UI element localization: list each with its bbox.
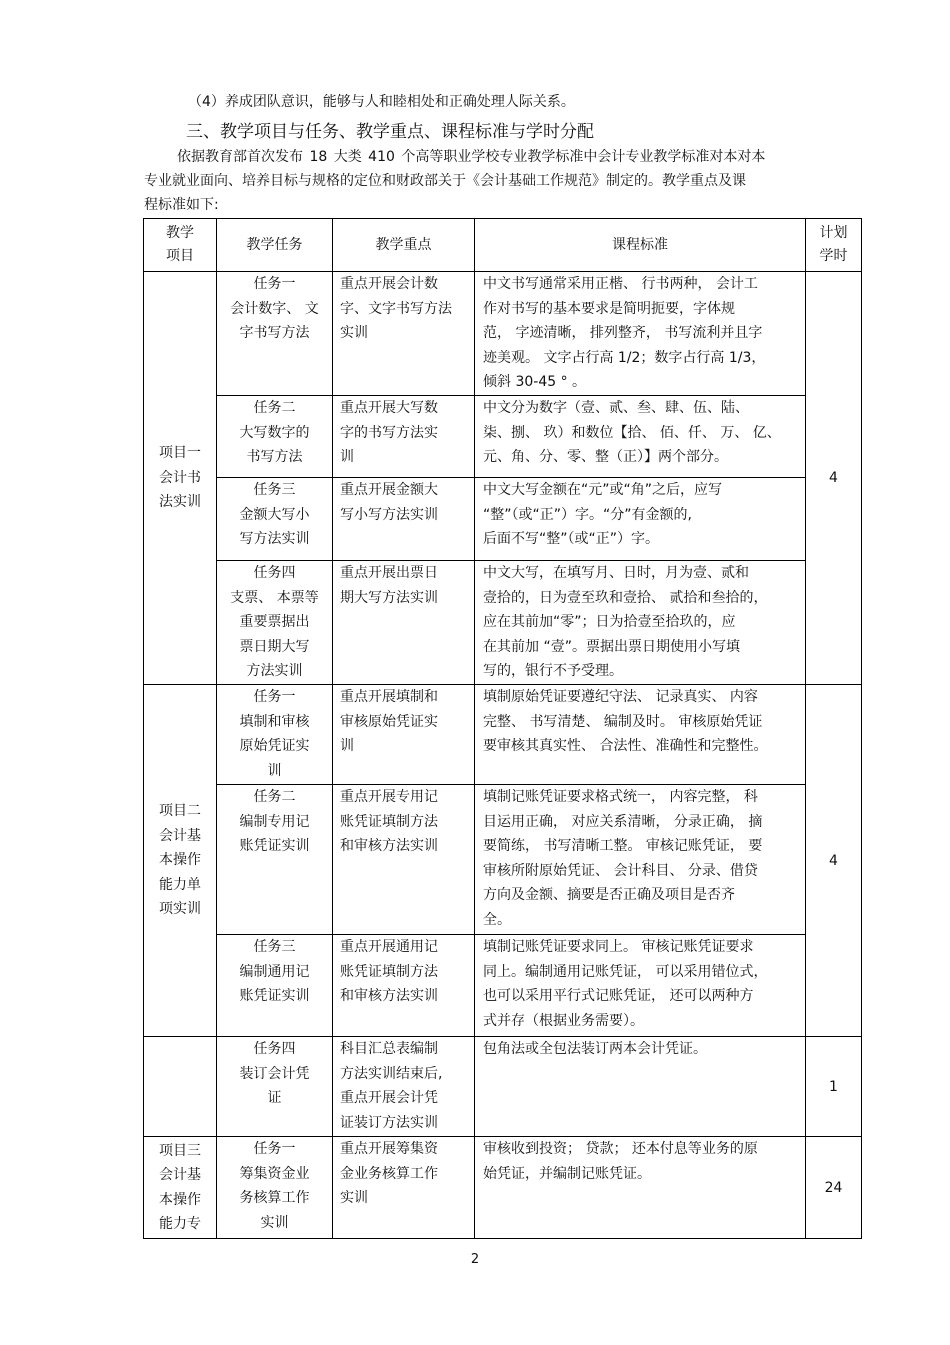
hours-cell: 24 xyxy=(806,1137,862,1239)
cell-text-line: 范， 字迹清晰， 排列整齐， 书写流利并且字 xyxy=(483,325,763,341)
cell-text-line: 重点开展大写数 xyxy=(340,400,438,416)
cell-text-line: 要审核其真实性、 合法性、准确性和完整性。 xyxy=(483,738,768,754)
cell-text-line: 目运用正确， 对应关系清晰， 分录正确， 摘 xyxy=(483,813,763,830)
cell-text-line: 项目二 xyxy=(159,803,201,820)
cell-text-line: 迹美观。 文字占行高 1/2；数字占行高 1/3， xyxy=(483,349,766,366)
cell-text-line: 元、角、分、零、整（正）】两个部分。 xyxy=(483,449,728,465)
focus-cell xyxy=(333,561,475,685)
cell-text-line: 倾斜 30-45 ° 。 xyxy=(483,374,587,390)
cell-text-line: 中文大写金额在“元”或“角”之后，应写 xyxy=(483,482,723,498)
cell-text-line: 能力单 xyxy=(159,876,201,893)
cell-text-line: 项目一 xyxy=(159,445,201,462)
page-number: 2 xyxy=(470,1252,480,1267)
table-header-row xyxy=(144,219,862,272)
hours-cell: 4 xyxy=(806,272,862,685)
curriculum-table xyxy=(143,218,862,1239)
intro-paragraph-line-2: 专业就业面向、培养目标与规格的定位和财政部关于《会计基础工作规范》制定的。教学重点及课 xyxy=(144,173,746,189)
cell-text-line: 重要票据出 xyxy=(239,614,310,630)
cell-text-line: 任务三 xyxy=(253,482,296,498)
focus-cell xyxy=(333,396,475,478)
header-project xyxy=(144,219,217,272)
cell-text-line: 审核所附原始凭证、 会计科目、 分录、借贷 xyxy=(483,862,758,879)
cell-text-line: 填制记账凭证要求同上。 审核记账凭证要求 xyxy=(483,939,754,955)
header-task: 教学任务 xyxy=(217,219,333,272)
cell-text-line: 和审核方法实训 xyxy=(340,988,438,1004)
standard-cell xyxy=(475,1137,806,1239)
cell-text-line: 训 xyxy=(340,449,354,465)
cell-text-line: 实训 xyxy=(260,1214,289,1231)
cell-text-line: 填制记账凭证要求格式统一， 内容完整， 科 xyxy=(483,789,758,805)
cell-text-line: 在其前加 “壹”。票据出票日期使用小写填 xyxy=(483,638,740,655)
cell-text-line: 证装订方法实训 xyxy=(340,1114,438,1131)
cell-text-line: 方向及金额、摘要是否正确及项目是否齐 xyxy=(483,887,735,903)
cell-text-line: 筹集资金业 xyxy=(239,1165,310,1182)
cell-text-line: 重点开展出票日 xyxy=(340,565,438,581)
cell-text-line: 账凭证填制方法 xyxy=(340,813,438,830)
cell-text-line: 支票、 本票等 xyxy=(230,589,319,606)
cell-text-line: 任务二 xyxy=(253,789,296,805)
header-hours xyxy=(806,219,862,272)
cell-text-line: 包角法或全包法装订两本会计凭证。 xyxy=(483,1041,707,1057)
cell-text-line: 金业务核算工作 xyxy=(340,1165,438,1182)
cell-text-line: 证 xyxy=(267,1090,282,1106)
cell-text-line: 要简练， 书写清晰工整。 审核记账凭证， 要 xyxy=(483,838,763,854)
task-cell xyxy=(217,1037,333,1137)
table-row xyxy=(144,685,862,785)
cell-text-line: 任务一 xyxy=(253,689,296,705)
cell-text-line: 字书写方法 xyxy=(239,325,310,341)
cell-text-line: 账凭证实训 xyxy=(239,988,310,1004)
hours-cell: 4 xyxy=(806,685,862,1037)
cell-text-line: 项目 xyxy=(166,248,194,264)
standard-cell xyxy=(475,935,806,1037)
table-row xyxy=(144,1037,862,1137)
cell-text-line: 大写数字的 xyxy=(239,424,310,441)
cell-text-line: 字、文字书写方法 xyxy=(340,300,452,317)
cell-text-line: 重点开展会计凭 xyxy=(340,1090,438,1106)
table-row xyxy=(144,1137,862,1239)
task-cell xyxy=(217,685,333,785)
header-focus: 教学重点 xyxy=(333,219,475,272)
cell-text-line: 任务二 xyxy=(253,400,296,416)
cell-text-line: 重点开展金额大 xyxy=(340,482,438,498)
cell-text-line: 重点开展会计数 xyxy=(340,276,438,292)
cell-text-line: 方法实训结束后, xyxy=(340,1065,443,1082)
standard-cell xyxy=(475,478,806,561)
intro-paragraph-line-1: 依据教育部首次发布 18 大类 410 个高等职业学校专业教学标准中会计专业教学标准对本对本 xyxy=(177,149,766,165)
cell-text-line: 审核收到投资； 贷款； 还本付息等业务的原 xyxy=(483,1141,758,1157)
cell-text-line: 也可以采用平行式记账凭证， 还可以两种方 xyxy=(483,988,754,1004)
cell-text-line: 任务一 xyxy=(253,1141,296,1157)
table-row xyxy=(144,478,862,561)
table-row xyxy=(144,785,862,935)
cell-text-line: 训 xyxy=(340,738,354,754)
cell-text-line: 后面不写“整”（或“正”）字。 xyxy=(483,531,660,547)
standard-cell xyxy=(475,272,806,396)
cell-text-line: 和审核方法实训 xyxy=(340,838,438,854)
cell-text-line: 中文分为数字（壹、贰、叁、肆、伍、陆、 xyxy=(483,400,749,416)
cell-text-line: 账凭证填制方法 xyxy=(340,963,438,980)
cell-text-line: 写方法实训 xyxy=(239,531,310,547)
cell-text-line: 编制通用记 xyxy=(239,963,310,980)
task-cell xyxy=(217,935,333,1037)
project-cell xyxy=(144,685,217,1037)
focus-cell xyxy=(333,1137,475,1239)
cell-text-line: 式并存（根据业务需要）。 xyxy=(483,1012,644,1029)
cell-text-line: 金额大写小 xyxy=(239,506,310,523)
cell-text-line: 会计基 xyxy=(159,1167,201,1183)
task-cell xyxy=(217,272,333,396)
cell-text-line: 重点开展通用记 xyxy=(340,939,438,955)
task-cell xyxy=(217,1137,333,1239)
cell-text-line: 完整、 书写清楚、 编制及时。 审核原始凭证 xyxy=(483,713,763,730)
cell-text-line: 票日期大写 xyxy=(239,638,310,655)
cell-text-line: 字的书写方法实 xyxy=(340,424,438,441)
cell-text-line: 原始凭证实 xyxy=(239,738,310,754)
cell-text-line: 柒、捌、 玖）和数位【拾、 佰、仟、 万、 亿、 xyxy=(483,424,781,441)
cell-text-line: 中文书写通常采用正楷、 行书两种， 会计工 xyxy=(483,276,758,292)
cell-text-line: 重点开展专用记 xyxy=(340,789,438,805)
cell-text-line: 实训 xyxy=(340,1190,368,1206)
cell-text-line: 书写方法 xyxy=(246,449,303,465)
intro-paragraph-line-3: 程标准如下: xyxy=(144,197,219,213)
cell-text-line: 能力专 xyxy=(159,1216,201,1232)
cell-text-line: 教学 xyxy=(166,225,194,241)
table-row xyxy=(144,561,862,685)
cell-text-line: 会计书 xyxy=(159,469,201,486)
cell-text-line: 任务四 xyxy=(253,565,296,581)
cell-text-line: 重点开展筹集资 xyxy=(340,1141,438,1157)
standard-cell xyxy=(475,1037,806,1137)
cell-text-line: 训 xyxy=(267,762,282,779)
standard-cell xyxy=(475,785,806,935)
cell-text-line: 应在其前加“零”；日为拾壹至拾玖的，应 xyxy=(483,614,736,630)
cell-text-line: 审核原始凭证实 xyxy=(340,713,438,730)
cell-text-line: 会计数字、 文 xyxy=(230,300,319,317)
focus-cell xyxy=(333,685,475,785)
cell-text-line: 务核算工作 xyxy=(239,1190,310,1206)
cell-text-line: 学时 xyxy=(819,248,848,264)
focus-cell xyxy=(333,478,475,561)
focus-cell xyxy=(333,272,475,396)
cell-text-line: 装订会计凭 xyxy=(239,1065,310,1082)
cell-text-line: 项实训 xyxy=(159,901,201,918)
hours-cell: 1 xyxy=(806,1037,862,1137)
project-cell xyxy=(144,1137,217,1239)
cell-text-line: 写的，银行不予受理。 xyxy=(483,663,623,679)
cell-text-line: 同上。编制通用记账凭证， 可以采用错位式， xyxy=(483,963,768,980)
project-cell xyxy=(144,272,217,685)
cell-text-line: 重点开展填制和 xyxy=(340,689,438,705)
cell-text-line: 任务三 xyxy=(253,939,296,955)
cell-text-line: 任务一 xyxy=(253,276,296,292)
cell-text-line: 写小写方法实训 xyxy=(340,506,438,523)
focus-cell xyxy=(333,1037,475,1137)
table-row xyxy=(144,272,862,396)
table-row xyxy=(144,396,862,478)
standard-cell xyxy=(475,561,806,685)
section-heading: 三、教学项目与任务、教学重点、课程标准与学时分配 xyxy=(186,122,594,142)
task-cell xyxy=(217,396,333,478)
cell-text-line: 壹拾的，日为壹至玖和壹拾、 贰拾和叁拾的， xyxy=(483,589,768,606)
cell-text-line: 编制专用记 xyxy=(239,813,310,830)
cell-text-line: 会计基 xyxy=(159,827,201,844)
cell-text-line: 中文大写，在填写月、日时，月为壹、贰和 xyxy=(483,565,749,581)
cell-text-line: 任务四 xyxy=(253,1041,296,1057)
cell-text-line: “整”（或“正”）字。“分”有金额的, xyxy=(483,506,692,523)
cell-text-line: 全。 xyxy=(483,911,511,928)
focus-cell xyxy=(333,785,475,935)
cell-text-line: 实训 xyxy=(340,325,368,341)
table-row xyxy=(144,935,862,1037)
header-standard: 课程标准 xyxy=(475,219,806,272)
task-cell xyxy=(217,561,333,685)
cell-text-line: 填制原始凭证要遵纪守法、 记录真实、 内容 xyxy=(483,689,758,705)
cell-text-line: 作对书写的基本要求是简明扼要，字体规 xyxy=(483,300,735,317)
cell-text-line: 期大写方法实训 xyxy=(340,589,438,606)
standard-cell xyxy=(475,396,806,478)
objective-line: （4）养成团队意识，能够与人和睦相处和正确处理人际关系。 xyxy=(188,94,575,110)
cell-text-line: 法实训 xyxy=(159,494,201,511)
focus-cell xyxy=(333,935,475,1037)
cell-text-line: 本操作 xyxy=(159,852,201,869)
cell-text-line: 方法实训 xyxy=(246,663,303,679)
cell-text-line: 始凭证，并编制记账凭证。 xyxy=(483,1165,651,1182)
cell-text-line: 科目汇总表编制 xyxy=(340,1041,438,1057)
cell-text-line: 填制和审核 xyxy=(239,713,310,730)
cell-text-line: 计划 xyxy=(819,225,848,241)
cell-text-line: 账凭证实训 xyxy=(239,838,310,854)
project-cell xyxy=(144,1037,217,1137)
task-cell xyxy=(217,785,333,935)
cell-text-line: 项目三 xyxy=(159,1142,201,1159)
cell-text-line: 本操作 xyxy=(159,1191,201,1208)
task-cell xyxy=(217,478,333,561)
standard-cell xyxy=(475,685,806,785)
